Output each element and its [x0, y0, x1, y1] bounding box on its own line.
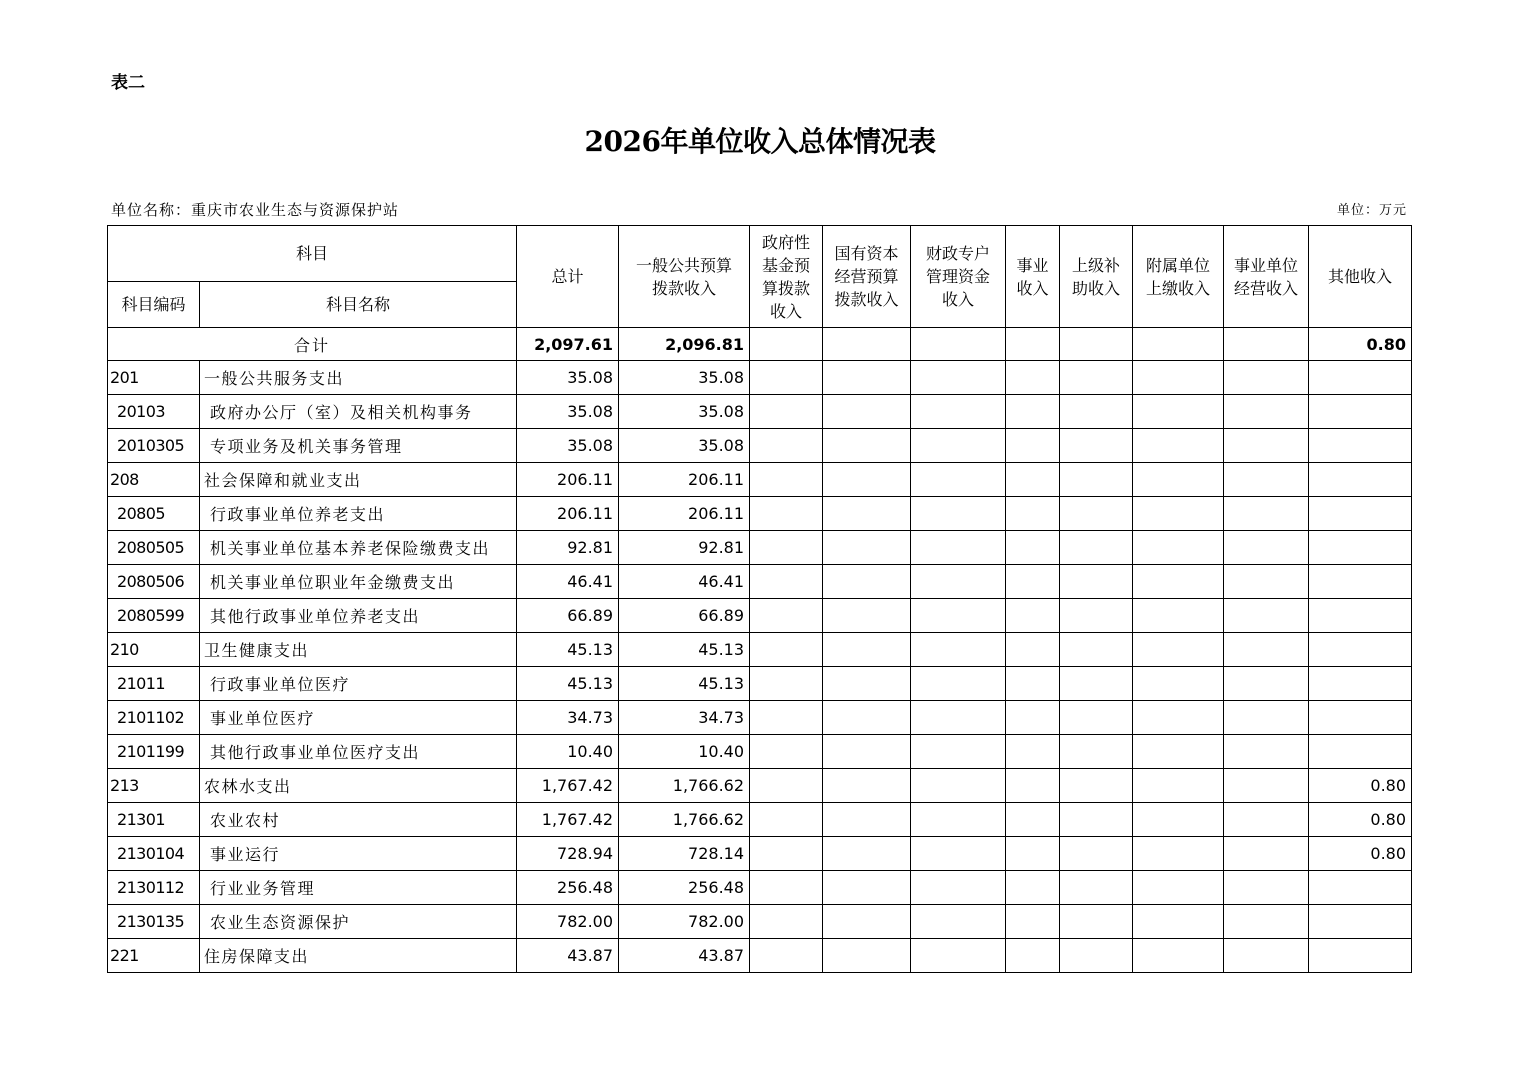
row-business	[1006, 871, 1060, 905]
unit-name-line	[111, 199, 399, 220]
total-other: 0.80	[1309, 328, 1412, 361]
table-tag: 表二	[111, 73, 145, 93]
row-code: 2080506	[108, 565, 200, 599]
currency-unit: 单位：万元	[1336, 203, 1407, 218]
row-name: 事业单位医疗	[200, 701, 517, 735]
row-superior-subsidy	[1060, 667, 1133, 701]
row-affiliated	[1133, 905, 1224, 939]
row-operating	[1224, 667, 1309, 701]
table-row	[108, 701, 1412, 735]
row-operating	[1224, 497, 1309, 531]
row-affiliated	[1133, 769, 1224, 803]
row-business	[1006, 497, 1060, 531]
row-state-capital	[823, 701, 911, 735]
total-empty-cell	[1060, 328, 1133, 361]
header-superior-subsidy: 上级补助收入	[1060, 226, 1133, 328]
row-affiliated	[1133, 361, 1224, 395]
row-business	[1006, 939, 1060, 973]
row-superior-subsidy	[1060, 905, 1133, 939]
row-gov-fund	[750, 497, 823, 531]
row-general-budget: 782.00	[619, 905, 750, 939]
row-code: 2130112	[108, 871, 200, 905]
row-code: 221	[108, 939, 200, 973]
row-affiliated	[1133, 395, 1224, 429]
row-name: 行政事业单位养老支出	[200, 497, 517, 531]
row-special-fund	[911, 735, 1006, 769]
row-operating	[1224, 905, 1309, 939]
row-operating	[1224, 633, 1309, 667]
row-state-capital	[823, 497, 911, 531]
row-general-budget: 206.11	[619, 463, 750, 497]
row-special-fund	[911, 531, 1006, 565]
row-gov-fund	[750, 803, 823, 837]
row-code: 201	[108, 361, 200, 395]
row-superior-subsidy	[1060, 395, 1133, 429]
row-special-fund	[911, 905, 1006, 939]
row-total: 45.13	[517, 633, 619, 667]
row-operating	[1224, 361, 1309, 395]
row-operating	[1224, 395, 1309, 429]
row-operating	[1224, 463, 1309, 497]
table-row	[108, 565, 1412, 599]
row-superior-subsidy	[1060, 803, 1133, 837]
row-general-budget: 35.08	[619, 361, 750, 395]
row-superior-subsidy	[1060, 769, 1133, 803]
row-general-budget: 256.48	[619, 871, 750, 905]
row-general-budget: 46.41	[619, 565, 750, 599]
table-row	[108, 429, 1412, 463]
row-general-budget: 10.40	[619, 735, 750, 769]
row-affiliated	[1133, 565, 1224, 599]
header-other: 其他收入	[1309, 226, 1412, 328]
row-state-capital	[823, 735, 911, 769]
header-name: 科目名称	[200, 282, 517, 328]
row-total: 35.08	[517, 395, 619, 429]
header-code: 科目编码	[108, 282, 200, 328]
row-state-capital	[823, 429, 911, 463]
row-total: 256.48	[517, 871, 619, 905]
row-business	[1006, 599, 1060, 633]
row-total: 782.00	[517, 905, 619, 939]
header-total: 总计	[517, 226, 619, 328]
header-affiliated: 附属单位上缴收入	[1133, 226, 1224, 328]
table-row	[108, 497, 1412, 531]
row-gov-fund	[750, 837, 823, 871]
row-affiliated	[1133, 871, 1224, 905]
row-state-capital	[823, 905, 911, 939]
row-state-capital	[823, 633, 911, 667]
row-affiliated	[1133, 667, 1224, 701]
row-general-budget: 35.08	[619, 429, 750, 463]
income-table	[107, 225, 1412, 973]
row-business	[1006, 905, 1060, 939]
row-operating	[1224, 565, 1309, 599]
row-superior-subsidy	[1060, 939, 1133, 973]
header-gov-fund: 政府性基金预算拨款收入	[750, 226, 823, 328]
row-affiliated	[1133, 531, 1224, 565]
row-general-budget: 43.87	[619, 939, 750, 973]
row-affiliated	[1133, 803, 1224, 837]
total-empty-cell	[750, 328, 823, 361]
table-row	[108, 599, 1412, 633]
row-code: 2101102	[108, 701, 200, 735]
row-superior-subsidy	[1060, 701, 1133, 735]
row-affiliated	[1133, 939, 1224, 973]
row-state-capital	[823, 599, 911, 633]
row-affiliated	[1133, 837, 1224, 871]
row-state-capital	[823, 803, 911, 837]
header-subject: 科目	[108, 226, 517, 282]
row-total: 1,767.42	[517, 803, 619, 837]
row-gov-fund	[750, 939, 823, 973]
row-business	[1006, 531, 1060, 565]
row-superior-subsidy	[1060, 565, 1133, 599]
row-total: 728.94	[517, 837, 619, 871]
row-state-capital	[823, 361, 911, 395]
row-operating	[1224, 871, 1309, 905]
row-superior-subsidy	[1060, 599, 1133, 633]
row-gov-fund	[750, 531, 823, 565]
row-name: 农业生态资源保护	[200, 905, 517, 939]
row-other	[1309, 905, 1412, 939]
row-business	[1006, 735, 1060, 769]
row-special-fund	[911, 361, 1006, 395]
row-total: 1,767.42	[517, 769, 619, 803]
row-state-capital	[823, 939, 911, 973]
total-empty-cell	[1006, 328, 1060, 361]
row-operating	[1224, 599, 1309, 633]
row-total: 206.11	[517, 497, 619, 531]
row-special-fund	[911, 599, 1006, 633]
unit-name-label: 单位名称：	[111, 201, 192, 219]
row-gov-fund	[750, 633, 823, 667]
row-state-capital	[823, 531, 911, 565]
row-total: 66.89	[517, 599, 619, 633]
row-other	[1309, 531, 1412, 565]
row-affiliated	[1133, 463, 1224, 497]
row-business	[1006, 429, 1060, 463]
row-name: 卫生健康支出	[200, 633, 517, 667]
row-business	[1006, 667, 1060, 701]
row-other	[1309, 361, 1412, 395]
row-name: 行政事业单位医疗	[200, 667, 517, 701]
row-code: 210	[108, 633, 200, 667]
row-name: 一般公共服务支出	[200, 361, 517, 395]
row-name: 社会保障和就业支出	[200, 463, 517, 497]
row-other	[1309, 463, 1412, 497]
row-total: 10.40	[517, 735, 619, 769]
row-special-fund	[911, 565, 1006, 599]
row-gov-fund	[750, 599, 823, 633]
row-name: 行业业务管理	[200, 871, 517, 905]
row-business	[1006, 633, 1060, 667]
row-code: 21011	[108, 667, 200, 701]
row-code: 2080505	[108, 531, 200, 565]
row-total: 35.08	[517, 429, 619, 463]
row-other: 0.80	[1309, 837, 1412, 871]
row-other	[1309, 599, 1412, 633]
table-row	[108, 837, 1412, 871]
row-operating	[1224, 837, 1309, 871]
row-business	[1006, 395, 1060, 429]
total-empty-cell	[1224, 328, 1309, 361]
row-general-budget: 66.89	[619, 599, 750, 633]
row-other: 0.80	[1309, 803, 1412, 837]
row-code: 213	[108, 769, 200, 803]
row-superior-subsidy	[1060, 871, 1133, 905]
row-superior-subsidy	[1060, 837, 1133, 871]
row-affiliated	[1133, 633, 1224, 667]
row-superior-subsidy	[1060, 735, 1133, 769]
row-general-budget: 45.13	[619, 633, 750, 667]
table-row	[108, 905, 1412, 939]
row-special-fund	[911, 701, 1006, 735]
row-other	[1309, 633, 1412, 667]
row-special-fund	[911, 633, 1006, 667]
row-other	[1309, 701, 1412, 735]
row-name: 其他行政事业单位养老支出	[200, 599, 517, 633]
row-business	[1006, 837, 1060, 871]
row-business	[1006, 769, 1060, 803]
row-gov-fund	[750, 769, 823, 803]
total-general-budget: 2,096.81	[619, 328, 750, 361]
row-gov-fund	[750, 361, 823, 395]
row-state-capital	[823, 871, 911, 905]
row-special-fund	[911, 497, 1006, 531]
row-state-capital	[823, 769, 911, 803]
row-special-fund	[911, 939, 1006, 973]
table-row	[108, 871, 1412, 905]
row-special-fund	[911, 395, 1006, 429]
row-state-capital	[823, 565, 911, 599]
row-total: 206.11	[517, 463, 619, 497]
table-row	[108, 633, 1412, 667]
row-code: 2010305	[108, 429, 200, 463]
row-affiliated	[1133, 599, 1224, 633]
row-operating	[1224, 531, 1309, 565]
row-superior-subsidy	[1060, 633, 1133, 667]
row-special-fund	[911, 429, 1006, 463]
row-other	[1309, 735, 1412, 769]
row-business	[1006, 565, 1060, 599]
row-total: 45.13	[517, 667, 619, 701]
row-special-fund	[911, 769, 1006, 803]
row-operating	[1224, 701, 1309, 735]
row-gov-fund	[750, 565, 823, 599]
row-affiliated	[1133, 429, 1224, 463]
row-superior-subsidy	[1060, 463, 1133, 497]
row-gov-fund	[750, 429, 823, 463]
row-state-capital	[823, 463, 911, 497]
row-total: 43.87	[517, 939, 619, 973]
row-operating	[1224, 429, 1309, 463]
total-empty-cell	[1133, 328, 1224, 361]
row-business	[1006, 361, 1060, 395]
row-code: 2080599	[108, 599, 200, 633]
row-business	[1006, 803, 1060, 837]
table-row	[108, 939, 1412, 973]
total-sum: 2,097.61	[517, 328, 619, 361]
row-affiliated	[1133, 497, 1224, 531]
row-name: 政府办公厅（室）及相关机构事务	[200, 395, 517, 429]
row-general-budget: 1,766.62	[619, 769, 750, 803]
row-other	[1309, 395, 1412, 429]
row-state-capital	[823, 395, 911, 429]
table-row	[108, 395, 1412, 429]
row-name: 其他行政事业单位医疗支出	[200, 735, 517, 769]
row-name: 农业农村	[200, 803, 517, 837]
row-total: 35.08	[517, 361, 619, 395]
row-other: 0.80	[1309, 769, 1412, 803]
row-other	[1309, 667, 1412, 701]
row-total: 46.41	[517, 565, 619, 599]
row-name: 住房保障支出	[200, 939, 517, 973]
row-other	[1309, 565, 1412, 599]
row-state-capital	[823, 667, 911, 701]
unit-name-value: 重庆市农业生态与资源保护站	[191, 201, 400, 219]
total-empty-cell	[911, 328, 1006, 361]
row-affiliated	[1133, 701, 1224, 735]
total-row	[108, 328, 1412, 361]
row-code: 21301	[108, 803, 200, 837]
row-state-capital	[823, 837, 911, 871]
row-code: 208	[108, 463, 200, 497]
row-code: 2101199	[108, 735, 200, 769]
row-operating	[1224, 803, 1309, 837]
header-business: 事业收入	[1006, 226, 1060, 328]
row-special-fund	[911, 837, 1006, 871]
row-operating	[1224, 769, 1309, 803]
row-total: 34.73	[517, 701, 619, 735]
header-operating: 事业单位经营收入	[1224, 226, 1309, 328]
total-empty-cell	[823, 328, 911, 361]
header-special-fund: 财政专户管理资金收入	[911, 226, 1006, 328]
row-affiliated	[1133, 735, 1224, 769]
row-code: 20103	[108, 395, 200, 429]
row-operating	[1224, 735, 1309, 769]
row-code: 2130104	[108, 837, 200, 871]
row-name: 农林水支出	[200, 769, 517, 803]
row-business	[1006, 463, 1060, 497]
row-special-fund	[911, 803, 1006, 837]
row-other	[1309, 429, 1412, 463]
row-general-budget: 1,766.62	[619, 803, 750, 837]
row-total: 92.81	[517, 531, 619, 565]
table-row	[108, 667, 1412, 701]
row-general-budget: 728.14	[619, 837, 750, 871]
row-gov-fund	[750, 735, 823, 769]
row-general-budget: 206.11	[619, 497, 750, 531]
row-name: 机关事业单位基本养老保险缴费支出	[200, 531, 517, 565]
table-row	[108, 735, 1412, 769]
row-general-budget: 45.13	[619, 667, 750, 701]
row-superior-subsidy	[1060, 429, 1133, 463]
row-code: 2130135	[108, 905, 200, 939]
page-title: 2026年单位收入总体情况表	[584, 125, 936, 158]
row-general-budget: 34.73	[619, 701, 750, 735]
table-row	[108, 361, 1412, 395]
table-row	[108, 769, 1412, 803]
row-special-fund	[911, 463, 1006, 497]
table-row	[108, 531, 1412, 565]
table-row	[108, 463, 1412, 497]
row-operating	[1224, 939, 1309, 973]
header-state-capital: 国有资本经营预算拨款收入	[823, 226, 911, 328]
row-other	[1309, 871, 1412, 905]
row-gov-fund	[750, 701, 823, 735]
row-gov-fund	[750, 463, 823, 497]
row-name: 机关事业单位职业年金缴费支出	[200, 565, 517, 599]
row-name: 专项业务及机关事务管理	[200, 429, 517, 463]
row-superior-subsidy	[1060, 531, 1133, 565]
row-special-fund	[911, 667, 1006, 701]
row-name: 事业运行	[200, 837, 517, 871]
row-general-budget: 92.81	[619, 531, 750, 565]
row-business	[1006, 701, 1060, 735]
row-gov-fund	[750, 905, 823, 939]
row-gov-fund	[750, 395, 823, 429]
row-special-fund	[911, 871, 1006, 905]
row-superior-subsidy	[1060, 361, 1133, 395]
row-code: 20805	[108, 497, 200, 531]
total-label: 合计	[108, 328, 517, 361]
header-general-budget: 一般公共预算拨款收入	[619, 226, 750, 328]
table-row	[108, 803, 1412, 837]
row-other	[1309, 497, 1412, 531]
row-gov-fund	[750, 871, 823, 905]
row-other	[1309, 939, 1412, 973]
row-general-budget: 35.08	[619, 395, 750, 429]
row-gov-fund	[750, 667, 823, 701]
row-superior-subsidy	[1060, 497, 1133, 531]
